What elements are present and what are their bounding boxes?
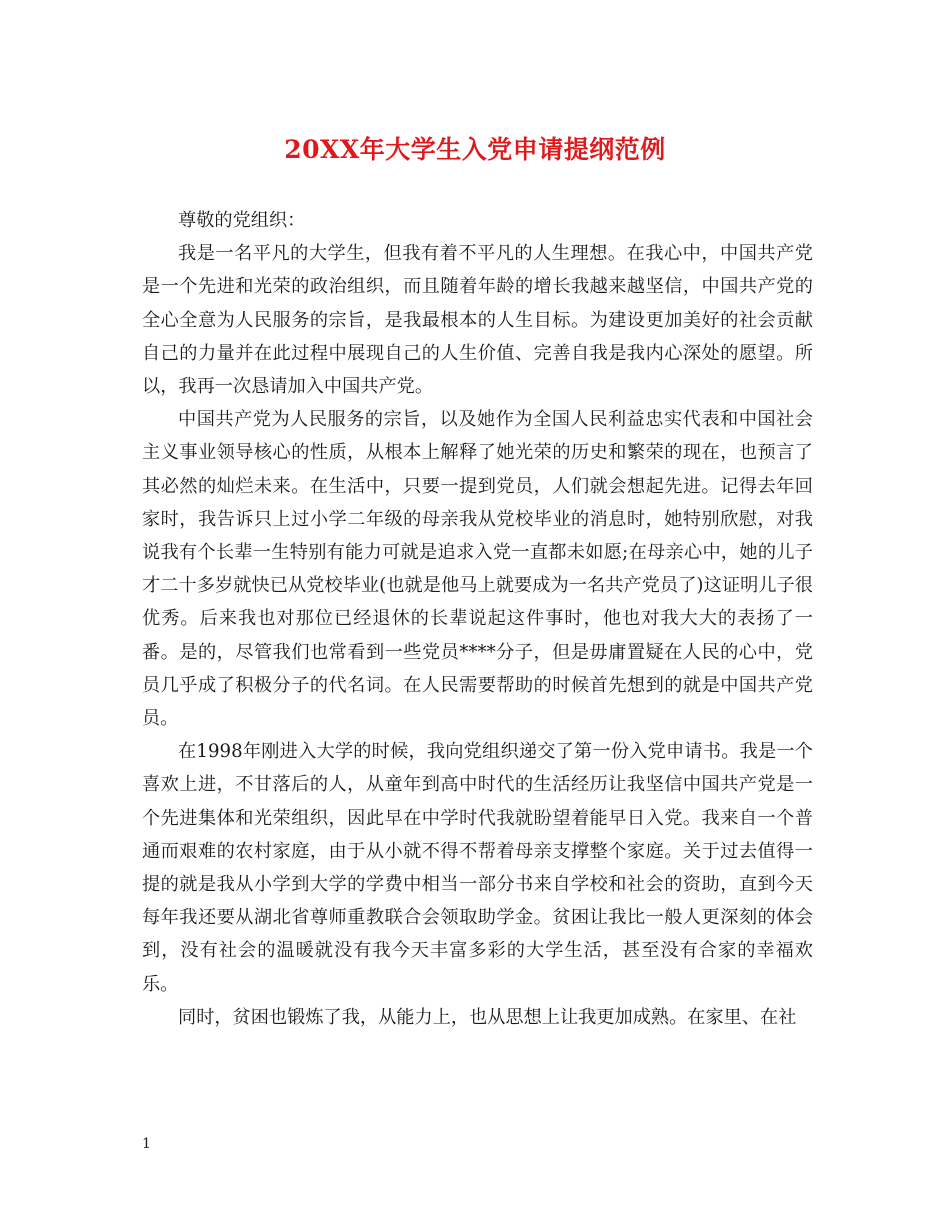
document-title: 20XX年大学生入党申请提纲范例 bbox=[284, 135, 666, 164]
paragraph-3: 在1998年刚进入大学的时候，我向党组织递交了第一份入党申请书。我是一个喜欢上进，不甘落后的人，从童年到高中时代的生活经历让我坚信中国共产党是一个先进集体和光荣组织，因此早在中学时代我就盼望着能早日入党。我来自一个普通而艰难的农村家庭，由于从小就不得不帮着母亲支撑整个家庭。关于过去值得一提的就是我从小学到大学的学费中相当一部分书来自学校和社会的资助，直到今天每年我还要从湖北省尊师重教联合会领取助学金。贫困让我比一般人更深刻的体会到，没有社会的温暖就没有我今天丰富多彩的大学生活，甚至没有合家的幸福欢乐。 bbox=[142, 741, 813, 995]
document-body bbox=[142, 204, 813, 1034]
page-number: 1 bbox=[142, 1136, 151, 1152]
paragraph-2: 中国共产党为人民服务的宗旨，以及她作为全国人民利益忠实代表和中国社会主义事业领导核心的性质，从根本上解释了她光荣的历史和繁荣的现在，也预言了其必然的灿烂未来。在生活中，只要一提到党员，人们就会想起先进。记得去年回家时，我告诉只上过小学二年级的母亲我从党校毕业的消息时，她特别欣慰，对我说我有个长辈一生特别有能力可就是追求入党一直都未如愿;在母亲心中，她的儿子才二十多岁就快已从党校毕业(也就是他马上就要成为一名共产党员了)这证明儿子很优秀。后来我也对那位已经退休的长辈说起这件事时，他也对我大大的表扬了一番。是的，尽管我们也常看到一些党员****分子，但是毋庸置疑在人民的心中，党员几乎成了积极分子的代名词。在人民需要帮助的时候首先想到的就是中国共产党员。 bbox=[142, 409, 813, 730]
salutation: 尊敬的党组织： bbox=[178, 210, 306, 231]
paragraph-4: 同时，贫困也锻炼了我，从能力上，也从思想上让我更加成熟。在家里、在社 bbox=[178, 1006, 797, 1028]
paragraph-1: 我是一名平凡的大学生，但我有着不平凡的人生理想。在我心中，中国共产党是一个先进和光荣的政治组织，而且随着年龄的增长我越来越坚信，中国共产党的全心全意为人民服务的宗旨，是我最根本的人生目标。为建设更加美好的社会贡献自己的力量并在此过程中展现自己的人生价值、完善自我是我内心深处的愿望。所以，我再一次恳请加入中国共产党。 bbox=[142, 243, 813, 398]
